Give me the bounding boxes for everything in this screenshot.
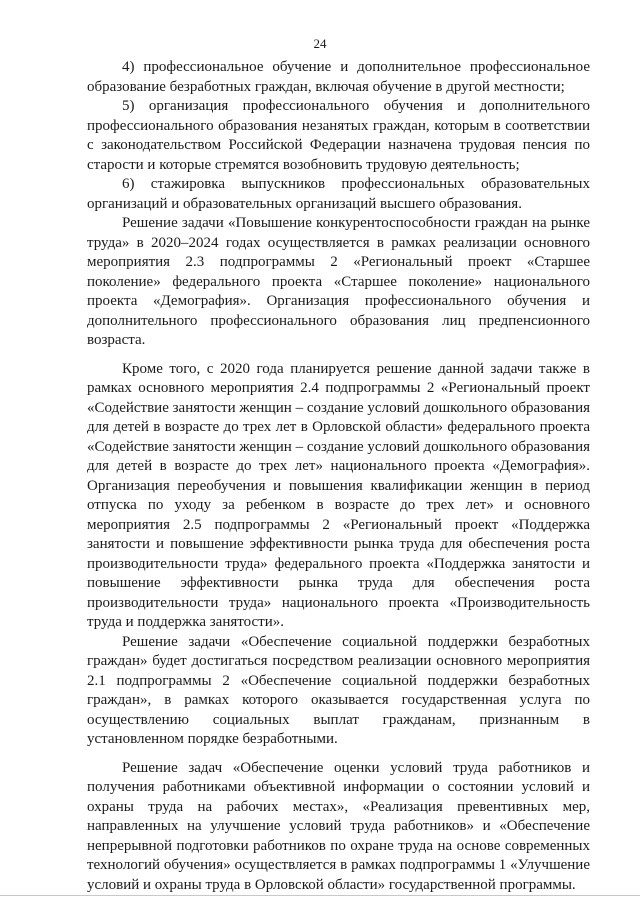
paragraph-social-support: Решение задачи «Обеспечение социальной поддержки безработных граждан» будет достигаться посредством реализации основного мероприятия 2.1 подпрограммы 2 «Обеспечение социальной поддержки безработных граждан», в рамках которого оказывается государственная услуга по осуществлению социальных выплат гражданам, признанным в установленном порядке безработными. — [87, 633, 590, 747]
page-number: 24 — [313, 36, 327, 51]
paragraph-item-4: 4) профессиональное обучение и дополнительное профессиональное образование безработных граждан, включая обучение в другой местности; — [87, 59, 590, 95]
paragraph-task-competitiveness: Решение задачи «Повышение конкурентоспособности граждан на рынке труда» в 2020–2024 годах осуществляется в рамках реализации основного мероприятия 2.3 подпрограммы 2 «Региональный проект «Старшее поколение» федерального проекта «Старшее поколение» национального проекта «Демография». Организация профессионального обучения и дополнительного профессионального образования лиц предпенсионного возраста. — [87, 215, 590, 348]
paragraph-item-6: 6) стажировка выпускников профессиональных образовательных организаций и образовательных организаций высшего образования. — [87, 176, 590, 212]
paragraph-additional-measures: Кроме того, с 2020 года планируется решение данной задачи также в рамках основного мероприятия 2.4 подпрограммы 2 «Региональный проект «Содействие занятости женщин – создание условий дошкольного образования для детей в возрасте до трех лет в Орловской области» федерального проекта «Содействие занятости женщин – создание условий дошкольного образования для детей в возрасте до трех лет» национального проекта «Демография». Организация переобучения и повышения квалификации женщин в период отпуска по уходу за ребенком в возрасте до трех лет» и основного мероприятия 2.5 подпрограммы 2 «Региональный проект «Поддержка занятости и повышение эффективности рынка труда для обеспечения роста производительности труда» федерального проекта «Поддержка занятости и повышение эффективности рынка труда для обеспечения роста производительности труда» национального проекта «Производительность труда и поддержка занятости». — [87, 360, 590, 630]
paragraph-labor-conditions: Решение задач «Обеспечение оценки условий труда работников и получения работниками объективной информации о состоянии условий и охраны труда на рабочих местах», «Реализация превентивных мер, направленных на улучшение условий труда работников» и «Обеспечение непрерывной подготовки работников по охране труда на основе современных технологий обучения» осуществляется в рамках подпрограммы 1 «Улучшение условий и охраны труда в Орловской области» государственной программы. — [87, 759, 590, 893]
paragraph-item-5: 5) организация профессионального обучения и дополнительного профессионального образования незанятых граждан, которым в соответствии с законодательством Российской Федерации назначена трудовая пенсия по старости и которые стремятся возобновить трудовую деятельность; — [87, 98, 590, 173]
document-body — [87, 58, 590, 895]
bottom-divider — [0, 895, 640, 896]
